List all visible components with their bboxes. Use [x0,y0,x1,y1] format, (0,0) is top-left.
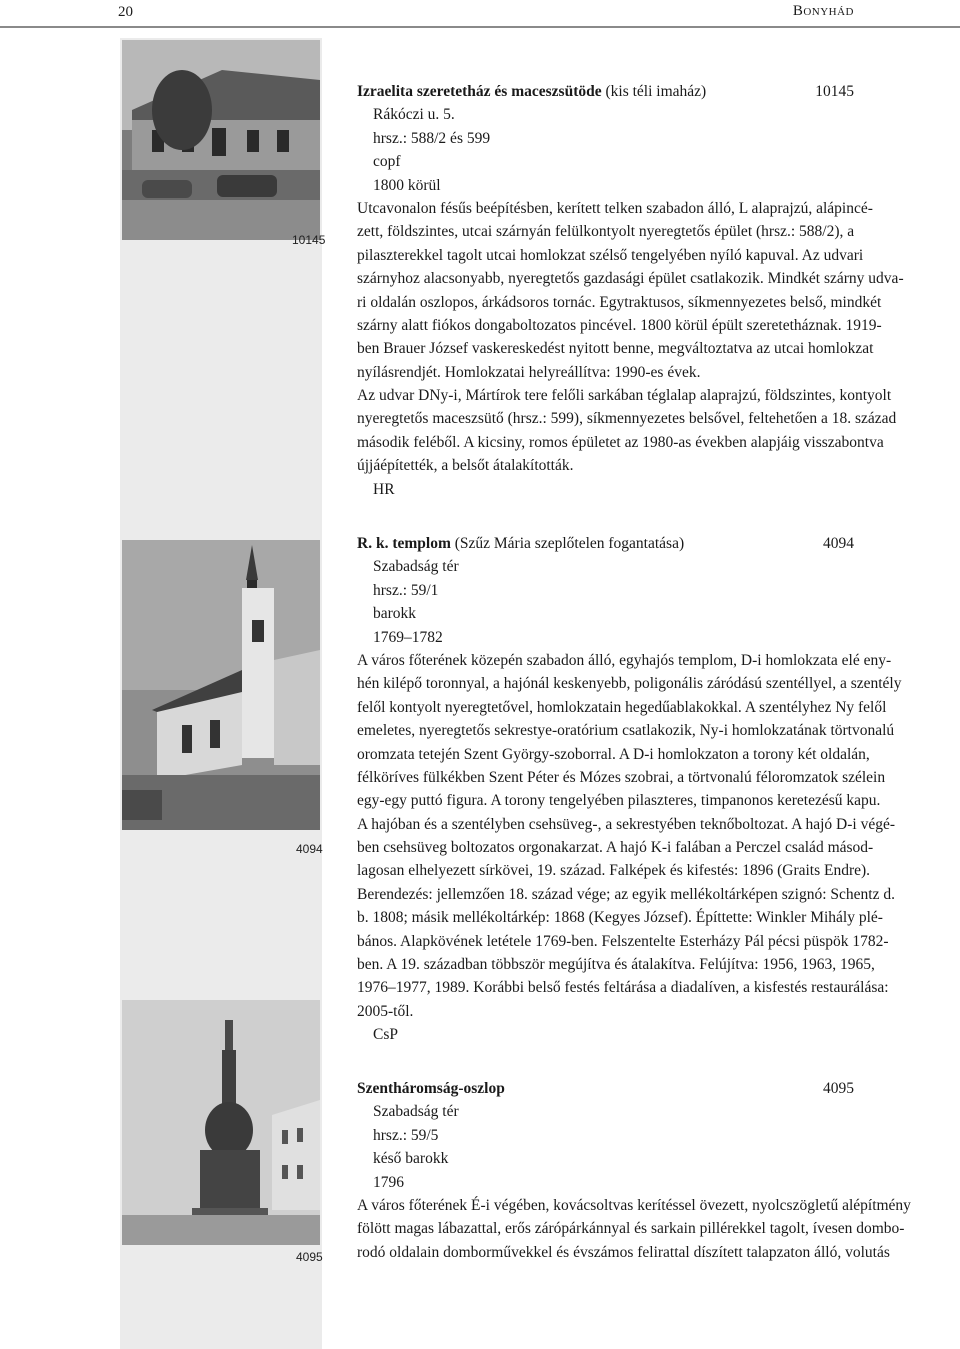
entry-subtitle: (Szűz Mária szeplőtelen fogantatása) [450,535,685,552]
entry-4095 [357,1077,911,1264]
entry-style: copf [373,153,401,171]
entry-author: HR [373,480,395,498]
photo-caption: 10145 [292,233,326,247]
body-line: felől kontyolt nyeregtetővel, homlokzatain hegedűablakokkal. A szentélyhez Ny felől [357,698,887,716]
body-line: második feléből. A kicsiny, romos épületet az 1980-as években alapjáig visszabontva [357,433,884,451]
entry-address: Szabadság tér [373,558,459,576]
entry-style: késő barokk [373,1150,449,1168]
entry-date: 1769–1782 [373,628,443,646]
photo-caption: 4095 [296,1250,323,1264]
entry-title [357,80,854,103]
body-line: Utcavonalon fésűs beépítésben, kerített telken szabadon álló, L alaprajzú, alápincé- [357,199,873,217]
photo-caption: 4094 [296,842,323,856]
entry-address: Szabadság tér [373,1103,459,1121]
body-line: nyeregtetős maceszsütő (hrsz.: 599), síkmennyezetes belsővel, feltehetően a 18. század [357,410,897,428]
body-line: A hajóban és a szentélyben csehsüveg-, a sekrestyében teknőboltozat. A hajó D-i végé- [357,815,896,833]
entry-author: CsP [373,1026,398,1044]
entry-title [357,1077,854,1100]
body-line: nyílásrendjét. Homlokzatai helyreállítva: 1990-es évek. [357,363,701,381]
body-line: rodó oldalain domborművekkel és évszámos felirattal díszített talapzaton álló, volutás [357,1243,890,1261]
body-line: oromzata tetején Szent György-szoborral. A D-i homlokzaton a torony két oldalán, [357,745,870,763]
entry-subtitle: (kis téli imaház) [601,83,707,100]
running-title: Bonyhád [792,3,854,19]
body-line: ben Brauer József vaskereskedést nyitott benne, megváltoztatva az utcai homlokzat [357,340,874,358]
body-line: zett, földszintes, utcai szárnyán felülkontyolt nyeregtetős épület (hrsz.: 588/2), a [357,223,855,241]
body-line: lagosan elhelyezett sírkövei, 19. század. Falképek és kifestés: 1896 (Graits Endre). [357,862,871,880]
entry-date: 1800 körül [373,176,441,194]
entry-name: R. k. templom [357,535,451,552]
body-line: 2005-től. [357,1002,414,1020]
body-line: szárny alatt fiókos dongaboltozatos pincével. 1800 körül épült szeretetháznak. 1919- [357,316,882,334]
photo-trinity-column [122,1000,320,1245]
body-line: b. 1808; másik mellékoltárkép: 1868 (Kegyes József). Építtette: Winkler Mihály plé- [357,909,883,927]
entry-id: 4095 [823,1080,854,1097]
entry-title [357,532,854,555]
body-line: félköríves fülkékben Szent Péter és Mózes szobrai, a törtvonalú féloromzatok szélein [357,768,886,786]
entry-4094 [357,532,902,1047]
body-line: fölött magas lábazattal, erős zárópárkánnyal és sarkain pillérekkel tagolt, ívesen dombo- [357,1220,905,1238]
body-line: újjáépítették, a belsőt átalakították. [357,457,574,475]
body-line: 1976–1977, 1989. Korábbi belső festés feltárása a diadalíven, a kisfestés restaurálása: [357,979,889,997]
body-line: Az udvar DNy-i, Mártírok tere felőli sarkában téglalap alaprajzú, földszintes, kontyolt [357,387,892,405]
photo-synagogue-building [122,40,320,240]
body-line: ben. A 19. században többször megújítva és átalakítva. Felújítva: 1956, 1963, 1965, [357,956,875,974]
body-line: szárnyhoz alacsonyabb, nyeregtetős gazdasági épület csatlakozik. Mindkét szárny udva- [357,270,904,288]
body-line: hén kilépő toronnyal, a hajónál keskenyebb, poligonális záródású szentéllyel, a szentély [357,675,902,693]
entry-address: Rákóczi u. 5. [373,106,455,124]
body-line: ben csehsüveg boltozatos orgonakarzat. A hajó K-i falában a Perczel család másod- [357,839,874,857]
body-line: ri oldalán oszlopos, árkádsoros tornác. Egytraktusos, síkmennyezetes belső, mindkét [357,293,882,311]
entry-style: barokk [373,605,417,623]
body-line: bános. Alapkövének letétele 1769-ben. Felszentelte Esterházy Pál pécsi püspök 1782- [357,932,889,950]
body-line: emeletes, nyeregtetős sekrestye-oratórium csatlakozik, Ny-i homlokzatának törtvonalú [357,722,895,740]
entry-hrsz: hrsz.: 59/5 [373,1126,439,1144]
body-line: A város főterének közepén szabadon álló, egyhajós templom, D-i homlokzata elé eny- [357,651,892,669]
entry-hrsz: hrsz.: 59/1 [373,581,439,599]
entry-10145 [357,80,904,501]
entry-id: 10145 [815,83,854,100]
photo-church [122,540,320,830]
entry-id: 4094 [823,535,854,552]
entry-date: 1796 [373,1173,404,1191]
entry-name: Szentháromság-oszlop [357,1080,505,1097]
body-line: A város főterének É-i végében, kovácsoltvas kerítéssel övezett, nyolcszögletű alépítmény [357,1196,911,1214]
body-line: Berendezés: jellemzően 18. század vége; az egyik mellékoltárképen szignó: Schentz d. [357,885,895,903]
page-number: 20 [118,4,133,20]
body-line: pilaszterekkel tagolt utcai homlokzat szélső tengelyében nyíló kapuval. Az udvari [357,246,864,264]
body-line: egy-egy puttó figura. A torony tengelyében pilaszteres, timpanonos keretezésű kapu. [357,792,881,810]
entry-name: Izraelita szeretetház és maceszsütöde [357,83,602,100]
entry-hrsz: hrsz.: 588/2 és 599 [373,129,491,147]
page-header [0,0,960,28]
